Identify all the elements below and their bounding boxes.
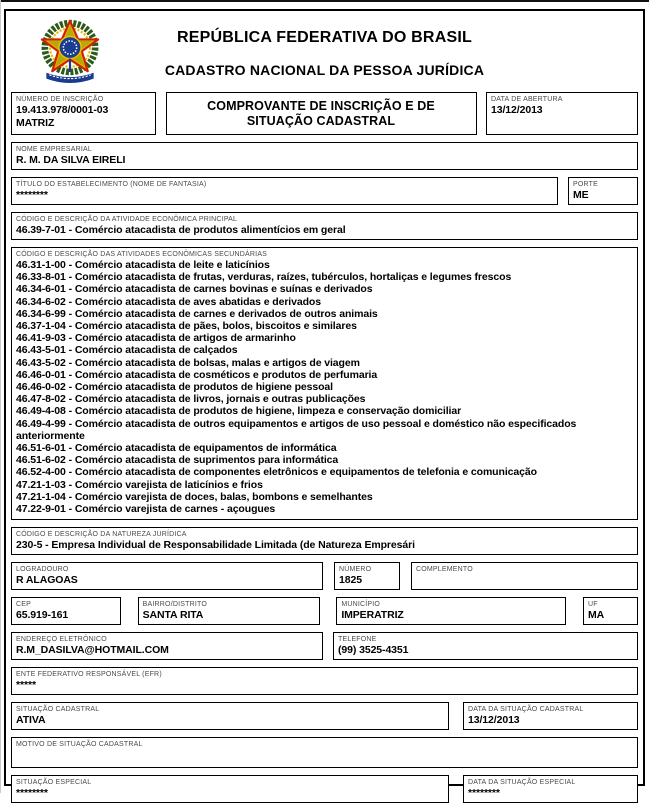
field-data-situacao-especial [463, 775, 638, 803]
field-value: ***** [16, 678, 36, 691]
field-value: (99) 3525-4351 [338, 643, 409, 656]
field-endereco-eletronico [11, 632, 323, 660]
field-value: ******** [16, 786, 48, 799]
field-value: ATIVA [16, 713, 46, 726]
field-label: DATA DE ABERTURA [491, 96, 563, 103]
activity-item: 46.51-6-01 - Comércio atacadista de equipamentos de informática [16, 442, 337, 455]
field-label: NÚMERO DE INSCRIÇÃO [16, 96, 104, 103]
field-value: MA [587, 609, 605, 622]
field-telefone [333, 632, 638, 660]
activity-item: 47.22-9-01 - Comércio varejista de carnes - açougues [16, 503, 276, 516]
activity-item: 46.49-4-08 - Comércio atacadista de produtos de higiene, limpeza e conservação domiciliar [16, 405, 462, 418]
field-value: 230-5 - Empresa Individual de Responsabilidade Limitada (de Natureza Empresári [16, 539, 415, 552]
activity-list [16, 259, 633, 515]
registry-title: CADASTRO NACIONAL DA PESSOA JURÍDICA [164, 62, 485, 78]
field-label: UF [587, 601, 598, 609]
field-value: 13/12/2013 [468, 713, 520, 726]
field-cep [11, 597, 121, 625]
field-porte [568, 177, 638, 205]
field-label: MUNICÍPIO [341, 601, 381, 609]
field-label: TELEFONE [338, 635, 377, 643]
field-numero-inscricao [11, 92, 156, 135]
certificate-title: COMPROVANTE DE INSCRIÇÃO E DE SITUAÇÃO CADASTRAL [207, 99, 435, 128]
document-header [11, 16, 638, 88]
field-data-abertura [486, 92, 638, 135]
field-municipio [336, 597, 566, 625]
field-label: SITUAÇÃO CADASTRAL [16, 705, 100, 713]
field-label: DATA DA SITUAÇÃO CADASTRAL [468, 705, 584, 713]
field-uf [583, 597, 638, 625]
field-nome-empresarial [11, 142, 638, 170]
field-value: ME [573, 189, 589, 201]
field-value: IMPERATRIZ [341, 609, 404, 622]
field-label: LOGRADOURO [16, 566, 69, 574]
form-rows [11, 92, 638, 803]
field-value: 19.413.978/0001-03 [16, 104, 109, 116]
row-situacao-especial [11, 775, 638, 803]
header-titles [11, 16, 638, 78]
field-complemento [411, 562, 638, 590]
field-value: 65.919-161 [16, 609, 69, 622]
row-cep-municipio [11, 597, 638, 625]
cnpj-certificate-document [4, 9, 645, 799]
activity-item: 46.46-0-02 - Comércio atacadista de produtos de higiene pessoal [16, 381, 333, 394]
field-value: SANTA RITA [142, 609, 204, 622]
field-label: ENTE FEDERATIVO RESPONSÁVEL (EFR) [16, 670, 162, 678]
row-motivo-situacao [11, 737, 638, 768]
field-label: CÓDIGO E DESCRIÇÃO DAS ATIVIDADES ECONÔMICAS SECUNDÁRIAS [16, 251, 268, 258]
field-value: ******** [468, 786, 500, 799]
field-situacao-cadastral [11, 702, 449, 730]
activity-item: 46.52-4-00 - Comércio atacadista de componentes eletrônicos e equipamentos de telefonia e comunicação [16, 466, 537, 479]
activity-item: 47.21-1-03 - Comércio varejista de laticínios e frios [16, 478, 263, 491]
field-label: CÓDIGO E DESCRIÇÃO DA ATIVIDADE ECONÔMICA PRINCIPAL [16, 216, 238, 223]
field-atividades-secundarias [11, 247, 638, 520]
row-natureza-juridica [11, 527, 638, 555]
matriz-flag: MATRIZ [16, 116, 55, 129]
activity-item: 46.37-1-04 - Comércio atacadista de pães, bolos, biscoitos e similares [16, 320, 357, 333]
activity-item: 46.34-6-02 - Comércio atacadista de aves abatidas e derivados [16, 295, 321, 308]
field-titulo-estabelecimento [11, 177, 558, 205]
row-nome-empresarial [11, 142, 638, 170]
row-fantasia-porte [11, 177, 638, 205]
field-label: MOTIVO DE SITUAÇÃO CADASTRAL [16, 740, 143, 748]
activity-item: 46.47-8-02 - Comércio atacadista de livros, jornais e outras publicações [16, 393, 366, 406]
row-endereco [11, 562, 638, 590]
activity-item: 46.34-6-99 - Comércio atacadista de carnes e derivados de outros animais [16, 307, 378, 320]
field-label: TÍTULO DO ESTABELECIMENTO (NOME DE FANTASIA) [16, 181, 207, 188]
row-contato [11, 632, 638, 660]
row-situacao-cadastral [11, 702, 638, 730]
row-identification [11, 92, 638, 135]
field-label: COMPLEMENTO [416, 566, 473, 574]
activity-item: 46.41-9-03 - Comércio atacadista de artigos de armarinho [16, 332, 296, 345]
screenshot-top-edge [0, 0, 649, 2]
field-logradouro [11, 562, 323, 590]
field-atividade-principal [11, 212, 638, 240]
activity-item: 46.33-8-01 - Comércio atacadista de frutas, verduras, raízes, tubérculos, hortaliças e legumes frescos [16, 271, 512, 284]
field-label: BAIRRO/DISTRITO [142, 601, 207, 609]
activity-item: 46.43-5-02 - Comércio atacadista de bolsas, malas e artigos de viagem [16, 356, 360, 369]
field-value: R.M_DASILVA@HOTMAIL.COM [16, 643, 169, 656]
field-data-situacao-cadastral [463, 702, 638, 730]
field-label: NOME EMPRESARIAL [16, 146, 92, 153]
field-natureza-juridica [11, 527, 638, 555]
certificate-title-box [166, 92, 477, 135]
field-efr [11, 667, 638, 695]
activity-item: 46.51-6-02 - Comércio atacadista de suprimentos para informática [16, 454, 339, 467]
field-value: 46.39-7-01 - Comércio atacadista de produtos alimentícios em geral [16, 224, 346, 236]
field-bairro [138, 597, 320, 625]
field-value: R ALAGOAS [16, 574, 78, 587]
activity-item: 46.31-1-00 - Comércio atacadista de leite e laticínios [16, 259, 270, 271]
activity-item: 46.46-0-01 - Comércio atacadista de cosméticos e produtos de perfumaria [16, 368, 378, 381]
row-atividade-principal [11, 212, 638, 240]
field-situacao-especial [11, 775, 449, 803]
field-label: CÓDIGO E DESCRIÇÃO DA NATUREZA JURÍDICA [16, 531, 187, 539]
field-motivo-situacao [11, 737, 638, 768]
field-value: 13/12/2013 [491, 104, 543, 116]
row-atividades-secundarias [11, 247, 638, 520]
activity-item: 46.49-4-99 - Comércio atacadista de outros equipamentos e artigos de uso pessoal e doméstico não especificados anteriormente [16, 417, 577, 442]
activity-item: 46.34-6-01 - Comércio atacadista de carnes bovinas e suínas e derivados [16, 283, 373, 296]
field-label: SITUAÇÃO ESPECIAL [16, 778, 92, 786]
field-label: DATA DA SITUAÇÃO ESPECIAL [468, 778, 576, 786]
field-label: PORTE [573, 181, 598, 188]
field-label: CEP [16, 601, 31, 609]
screenshot-left-edge [0, 0, 1, 793]
field-value: 1825 [339, 574, 362, 587]
field-value: R. M. DA SILVA EIRELI [16, 154, 126, 166]
republic-title: REPÚBLICA FEDERATIVA DO BRASIL [177, 29, 472, 46]
field-label: ENDEREÇO ELETRÔNICO [16, 635, 107, 643]
activity-item: 47.21-1-04 - Comércio varejista de doces, balas, bombons e semelhantes [16, 490, 373, 503]
row-efr [11, 667, 638, 695]
field-label: NÚMERO [339, 566, 372, 574]
field-value: ******** [16, 189, 48, 201]
field-numero [334, 562, 400, 590]
activity-item: 46.43-5-01 - Comércio atacadista de calçados [16, 344, 238, 357]
